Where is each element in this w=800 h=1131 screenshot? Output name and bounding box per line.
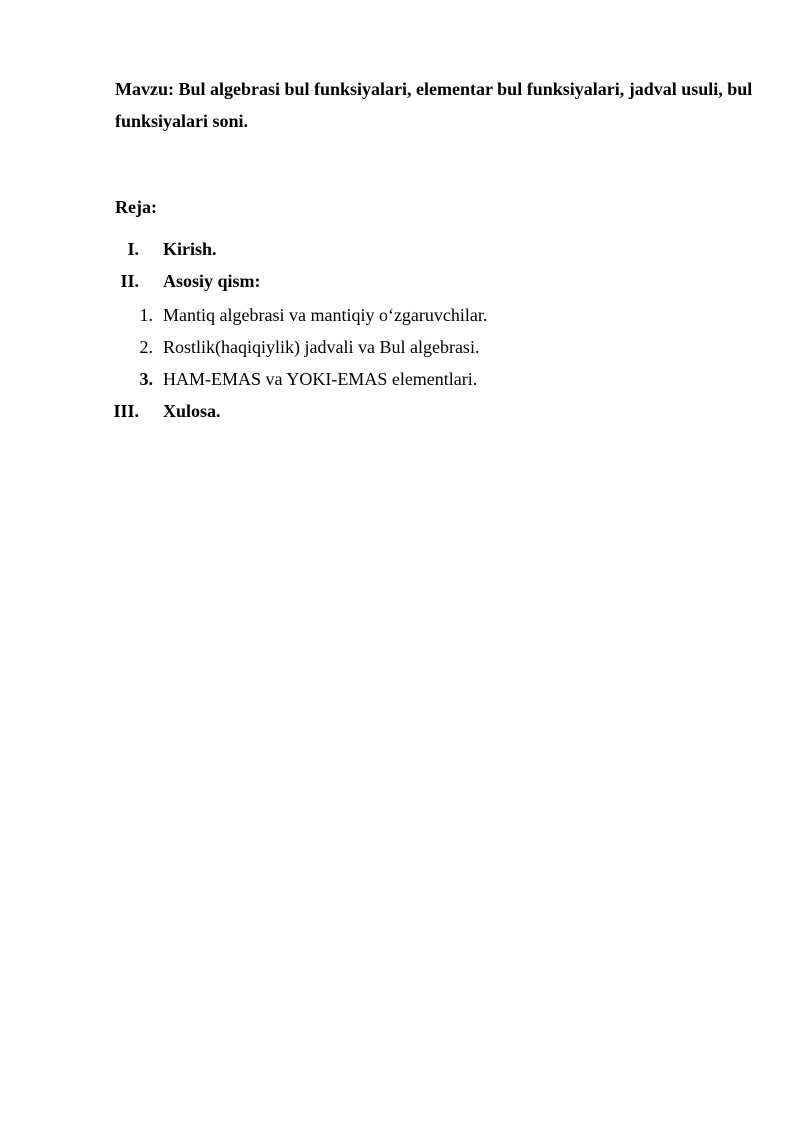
plan-heading: Reja: — [115, 197, 157, 217]
plan-subitem-3 — [0, 367, 800, 391]
topic-title: Mavzu: Bul algebrasi bul funksiyalari, elementar bul funksiyalari, jadval usuli, bul funksiyalari soni. — [115, 79, 753, 131]
plan-item-main-part — [0, 269, 800, 293]
plan-item-text: Kirish. — [163, 239, 217, 259]
plan-subitem-2 — [0, 335, 800, 359]
item-number: 1. — [139, 305, 153, 325]
plan-item-text: Asosiy qism: — [163, 271, 261, 291]
plan-subitem-1 — [0, 303, 800, 327]
roman-numeral: I. — [127, 239, 139, 259]
item-number: 2. — [139, 337, 153, 357]
roman-numeral: II. — [120, 271, 139, 291]
plan-item-text: Rostlik(haqiqiylik) jadvali va Bul algebrasi. — [163, 337, 480, 357]
plan-item-text: Xulosa. — [163, 401, 221, 421]
plan-item-intro — [0, 237, 800, 261]
plan-item-conclusion — [0, 399, 800, 423]
plan-item-text: Mantiq algebrasi va mantiqiy o‘zgaruvchilar. — [163, 305, 488, 325]
item-number: 3. — [139, 369, 153, 389]
roman-numeral: III. — [113, 401, 139, 421]
plan-item-text: HAM-EMAS va YOKI-EMAS elementlari. — [163, 369, 478, 389]
